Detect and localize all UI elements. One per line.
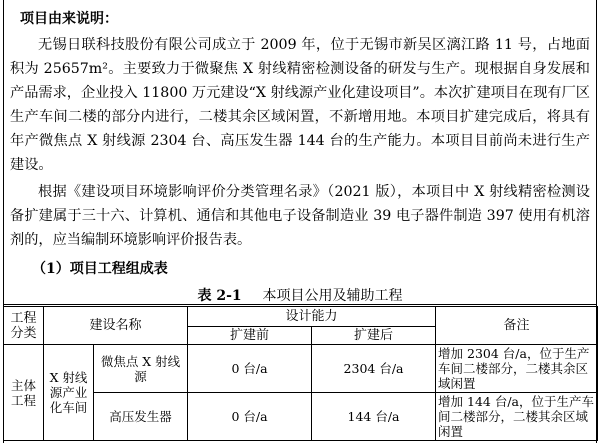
table-row [4,345,598,393]
paragraph-project-intro: 无锡日联科技股份有限公司成立于 2009 年，位于无锡市新吴区漓江路 11 号，占地面积为 25657m²。主要致力于微聚焦 X 射线精密检测设备的研发与生产。现根据自身发展和产品需求，企业投入 11800 万元建设“X 射线源产业化建设项目”。本次扩建项目在现有厂区生产车间二楼的部分内进行，二楼其余区域闲置，不新增用地。本项目扩建完成后，将具有年产微焦点 X 射线源 2304 台、高压发生器 144 台的生产能力。本项目目前尚未进行生产建设。 [10,37,590,173]
header-name: 建设名称 [44,307,188,345]
cell-item: 高压发生器 [94,393,188,441]
table-number: 表 2-1 [197,288,242,304]
header-remark: 备注 [436,307,598,345]
cell-after: 2304 台/a [312,345,436,393]
header-before: 扩建前 [188,327,312,345]
header-after: 扩建后 [312,327,436,345]
cell-before: 0 台/a [188,345,312,393]
cell-category: 主体工程 [4,345,44,441]
cell-before: 0 台/a [188,393,312,441]
table-caption [0,285,600,305]
section-title: 项目由来说明： [20,11,118,27]
table-top-rule [3,304,597,305]
cell-group: X 射线源产业化车间 [44,345,94,441]
subsection-title: （1）项目工程组成表 [32,261,168,277]
table-name: 本项目公用及辅助工程 [262,288,403,304]
cell-remark: 增加 2304 台/a，位于生产车间二楼部分，二楼其余区域闲置 [436,345,598,393]
engineering-composition-table [3,306,598,441]
cell-remark: 增加 144 台/a，位于生产车间二楼部分，二楼其余区域闲置 [436,393,598,441]
table-row [4,393,598,441]
cell-item: 微焦点 X 射线源 [94,345,188,393]
table-header-row [4,307,598,327]
cell-after: 144 台/a [312,393,436,441]
paragraph-classification: 根据《建设项目环境影响评价分类管理名录》（2021 版），本项目中 X 射线精密检测设备扩建属于三十六、计算机、通信和其他电子设备制造业 39 电子器件制造 397 使用有机溶剂的，应当编制环境影响评价报告表。 [10,184,590,248]
header-category: 工程分类 [4,307,44,345]
header-capacity: 设计能力 [188,307,436,327]
